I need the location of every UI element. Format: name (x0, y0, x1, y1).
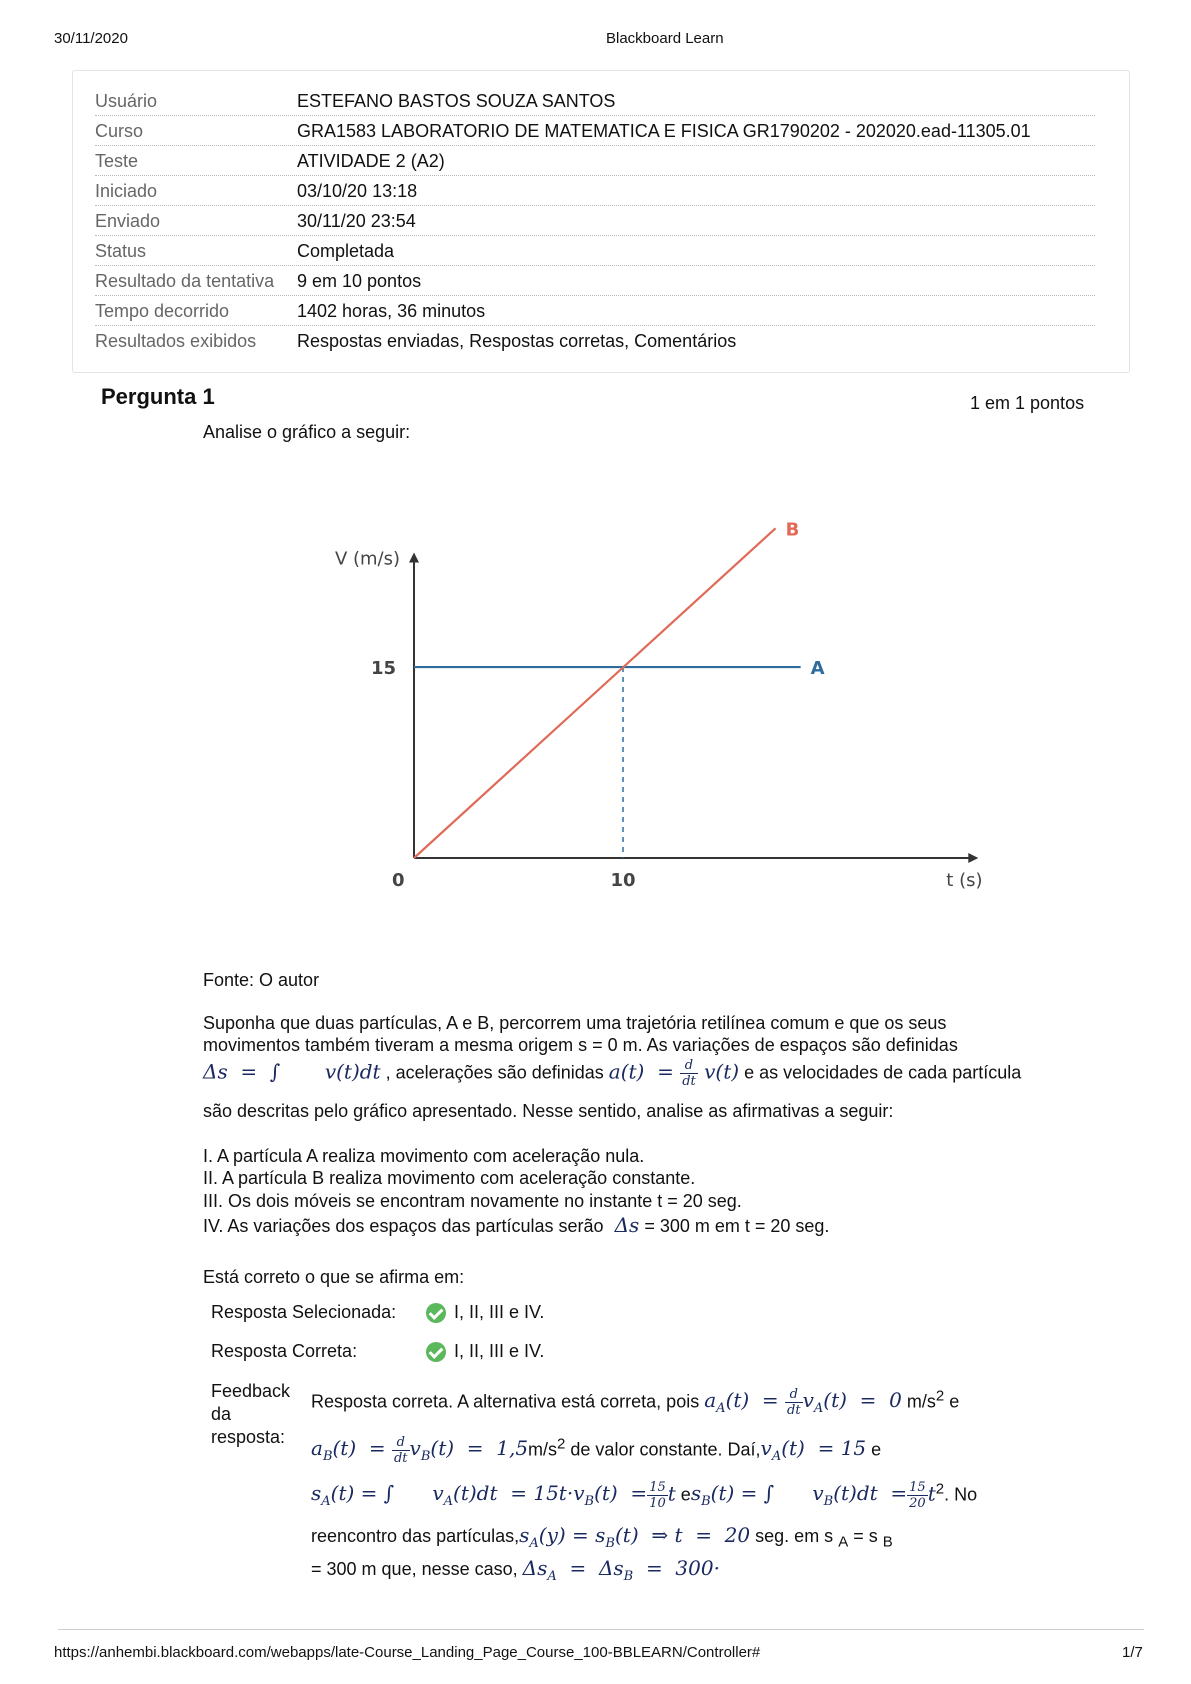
chart-source: Fonte: O autor (203, 970, 320, 990)
feedback-text: = s (853, 1526, 878, 1546)
paragraph-fragment: e as velocidades de cada partícula (744, 1062, 1022, 1083)
correct-check-icon (426, 1303, 446, 1323)
velocity-time-chart (0, 520, 1191, 940)
x-tick-label-0: 0 (392, 870, 405, 891)
fraction-d-dt: $\frac{d}{dt}$ (682, 1058, 696, 1089)
info-row-tempo (95, 295, 1095, 326)
info-row-usuario (95, 85, 1095, 116)
feedback-text: m/s (906, 1391, 936, 1412)
paragraph-line-4: são descritas pelo gráfico apresentado. Nesse sentido, analise as afirmativas a seguir: (203, 1101, 894, 1121)
feedback-text: seg. em s (755, 1526, 834, 1546)
selected-answer-value: I, II, III e IV. (454, 1302, 545, 1322)
attempt-info-panel (72, 70, 1130, 373)
feedback-line-3 (311, 1480, 977, 1511)
info-label: Status (95, 241, 147, 261)
statement-4-text: IV. As variações dos espaços das partículas serão (203, 1216, 604, 1236)
info-row-iniciado (95, 175, 1095, 206)
series-label-a: A (810, 658, 825, 680)
selected-answer-label: Resposta Selecionada: (211, 1302, 397, 1322)
feedback-text: e (680, 1484, 691, 1505)
superscript: 2 (935, 1387, 945, 1405)
info-row-enviado (95, 205, 1095, 236)
info-value: ATIVIDADE 2 (A2) (297, 151, 445, 171)
feedback-text: = 300 m que, nesse caso, (311, 1559, 518, 1579)
info-label: Enviado (95, 211, 161, 231)
feedback-label-line: Feedback (211, 1381, 291, 1401)
formula-vA: $v_A(t) = 0$ (802, 1388, 902, 1417)
statement-4-value: = 300 m em t = 20 seg. (644, 1216, 830, 1236)
formula-vA-15: $v_A(t) = 15$ (760, 1436, 867, 1465)
feedback-label-line: da (211, 1404, 232, 1424)
series-label-b: B (785, 520, 800, 541)
x-axis-arrow (968, 853, 978, 863)
feedback-label-line: resposta: (211, 1427, 286, 1447)
info-row-curso (95, 115, 1095, 146)
fraction-15-10: $\frac{15}{10}$ (649, 1480, 666, 1511)
statement-4 (203, 1213, 829, 1237)
feedback-text: de valor constante. Daí, (570, 1439, 761, 1460)
info-row-teste (95, 145, 1095, 176)
statement-1: I. A partícula A realiza movimento com aceleração nula. (203, 1146, 645, 1166)
info-value: 03/10/20 13:18 (297, 181, 418, 201)
question-points: 1 em 1 pontos (970, 393, 1085, 413)
correct-answer (426, 1341, 544, 1362)
paragraph-line-1: Suponha que duas partículas, A e B, percorrem uma trajetória retilínea comum e que os seus (203, 1013, 947, 1033)
info-label: Resultados exibidos (95, 331, 257, 351)
feedback-label (211, 1380, 290, 1449)
info-label: Teste (95, 151, 139, 171)
question-prompt: Está correto o que se afirma em: (203, 1267, 465, 1287)
formula-acceleration: a(t) = (608, 1059, 681, 1084)
formula-delta-s-small: Δs (614, 1213, 640, 1237)
footer-divider (58, 1629, 1144, 1630)
paragraph-fragment: , acelerações são definidas (385, 1062, 604, 1083)
selected-answer (426, 1302, 544, 1323)
correct-answer-value: I, II, III e IV. (454, 1341, 545, 1361)
print-title: Blackboard Learn (606, 30, 724, 47)
info-value: 9 em 10 pontos (297, 271, 422, 291)
info-value: Completada (297, 241, 395, 261)
fraction-d-dt: $\frac{d}{dt}$ (393, 1435, 408, 1466)
info-label: Usuário (95, 91, 158, 111)
info-value: 30/11/20 23:54 (297, 211, 416, 231)
statement-2: II. A partícula B realiza movimento com aceleração constante. (203, 1168, 696, 1188)
question-title: Pergunta 1 (101, 384, 215, 409)
info-row-resultados-exibidos (95, 325, 1095, 355)
formula-delta-s: Δs = ∫ v(t)dt (203, 1059, 381, 1084)
y-axis-label: V (m/s) (334, 548, 400, 570)
formula-velocity: v(t) (697, 1059, 740, 1084)
correct-check-icon (426, 1342, 446, 1362)
info-value: ESTEFANO BASTOS SOUZA SANTOS (297, 91, 616, 111)
x-tick-label-10: 10 (610, 870, 636, 891)
question-intro: Analise o gráfico a seguir: (203, 422, 411, 442)
info-row-status (95, 235, 1095, 266)
subscript: B (882, 1533, 893, 1551)
footer-page-number: 1/7 (1122, 1644, 1143, 1661)
feedback-text: e (871, 1439, 882, 1460)
feedback-line-2 (311, 1435, 881, 1466)
paragraph-line-3 (203, 1058, 1021, 1089)
feedback-line-4 (311, 1523, 893, 1551)
fraction-15-20: $\frac{15}{20}$ (909, 1480, 926, 1511)
print-date: 30/11/2020 (54, 30, 128, 47)
feedback-line-1 (311, 1387, 959, 1418)
series-line-b (414, 528, 776, 858)
subscript: A (838, 1533, 849, 1551)
superscript: 2 (935, 1480, 945, 1498)
formula-aB: $a_B(t)$ = (311, 1436, 392, 1465)
formula-sB: $s_B(t)$ = ∫ $v_B(t)dt$ = (690, 1481, 908, 1510)
info-row-resultado (95, 265, 1095, 296)
formula-vB: $v_B(t) = 1,5$ (409, 1436, 529, 1465)
feedback-text: reencontro das partículas, (311, 1526, 520, 1546)
feedback-text: Resposta correta. A alternativa está correta, pois (311, 1391, 700, 1412)
feedback-text: . No (944, 1484, 978, 1505)
correct-answer-label: Resposta Correta: (211, 1341, 358, 1361)
info-label: Iniciado (95, 181, 158, 201)
formula-sA: $s_A(t)$ = ∫ $v_A(t)dt = 15t\cdot v_B(t)$ = (311, 1481, 648, 1510)
info-value: Respostas enviadas, Respostas corretas, Comentários (297, 331, 737, 351)
formula-t2: t (927, 1481, 936, 1506)
y-tick-label-15: 15 (370, 658, 396, 680)
x-axis-label: t (s) (946, 870, 983, 891)
superscript: 2 (557, 1435, 566, 1453)
formula-delta-equal: $\Delta s_A = \Delta s_B = 300\cdot$ (522, 1556, 720, 1584)
y-axis-arrow (409, 552, 419, 562)
feedback-text: e (949, 1391, 960, 1412)
feedback-line-5 (311, 1556, 720, 1584)
paragraph-line-2: movimentos também tiveram a mesma origem s = 0 m. As variações de espaços são definidas (203, 1035, 958, 1055)
info-value: GRA1583 LABORATORIO DE MATEMATICA E FISICA GR1790202 - 202020.ead-11305.01 (297, 121, 1031, 141)
info-label: Tempo decorrido (95, 301, 230, 321)
formula-meeting: $s_A(y) = s_B(t)$ ⇒ t = 20 (519, 1523, 751, 1551)
info-label: Curso (95, 121, 144, 141)
formula-t: t (667, 1481, 676, 1506)
footer-url: https://anhembi.blackboard.com/webapps/late-Course_Landing_Page_Course_100-BBLEARN/Controller# (54, 1644, 761, 1661)
fraction-d-dt: $\frac{d}{dt}$ (787, 1387, 801, 1418)
info-value: 1402 horas, 36 minutos (297, 301, 486, 321)
formula-aA: $a_A(t)$ = (704, 1388, 786, 1417)
info-label: Resultado da tentativa (95, 271, 275, 291)
feedback-text: m/s (528, 1439, 558, 1460)
statement-3: III. Os dois móveis se encontram novamente no instante t = 20 seg. (203, 1191, 742, 1211)
